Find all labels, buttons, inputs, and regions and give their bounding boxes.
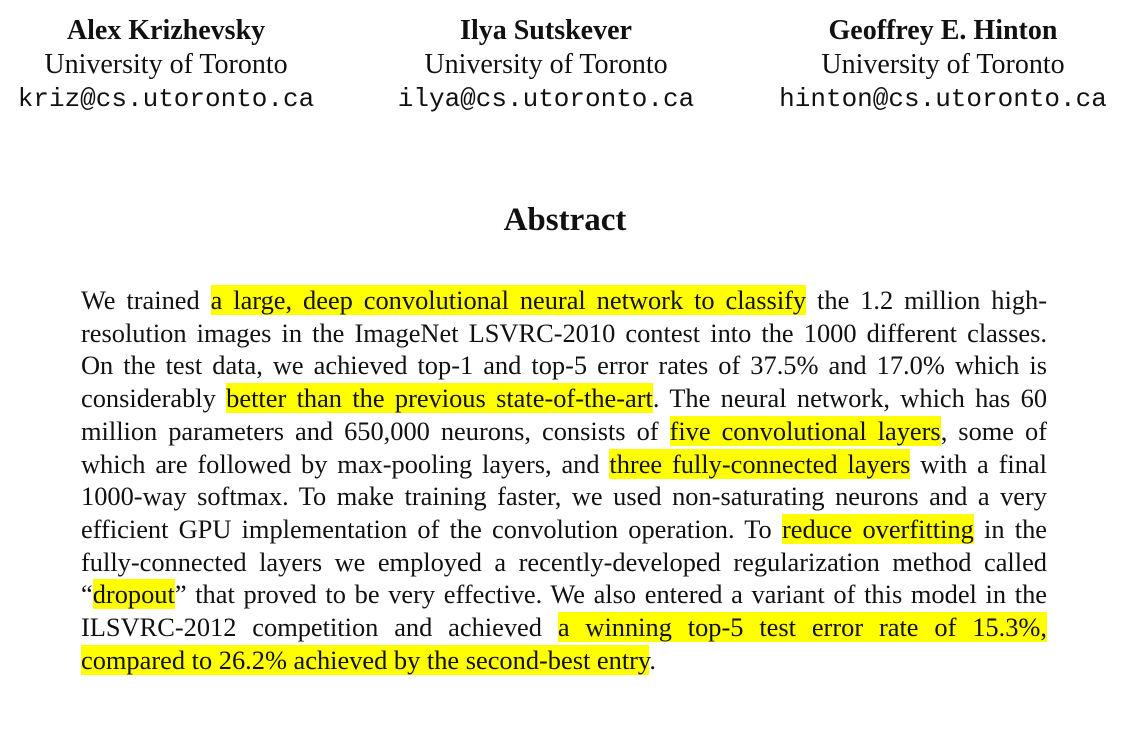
author-email: ilya@cs.utoronto.ca — [397, 84, 695, 114]
author-affiliation: University of Toronto — [821, 49, 1065, 80]
abstract-text-segment: ” that proved to be very effective. We also entered a variant of this model in the ILSVRC-2012 competition and achieved — [81, 579, 1047, 643]
highlighted-text: a winning top-5 test error rate of 15.3%, compared to 26.2% achieved by the second-best entry — [81, 612, 1047, 675]
abstract-body — [81, 284, 1047, 676]
abstract-paragraph — [81, 284, 1047, 676]
abstract-text-segment: in the fully-connected layers we employed a recently-developed regularization method called “ — [81, 513, 1048, 610]
author-affiliation: University of Toronto — [44, 49, 288, 80]
abstract-text-segment: We trained — [81, 285, 211, 315]
abstract-text-segment: . The neural network, which has 60 million parameters and 650,000 neurons, consists of — [81, 383, 1048, 446]
abstract-text-segment: the 1.2 million high-resolution images in the ImageNet LSVRC-2010 contest into the 1000 different classes. On the test data, we achieved top-1 and top-5 error rates of 37.5% and 17.0% which is considerably — [81, 285, 1047, 414]
author-name: Alex Krizhevsky — [66, 15, 266, 46]
author-krizhevsky — [0, 14, 372, 116]
abstract-heading: Abstract — [503, 202, 627, 238]
author-sutskever — [340, 14, 752, 116]
highlighted-text: a large, deep convolutional neural network to classify — [210, 285, 807, 315]
author-name: Geoffrey E. Hinton — [828, 15, 1058, 46]
abstract-text-segment: . — [649, 644, 657, 675]
highlighted-text: dropout — [92, 579, 175, 610]
abstract-text-segment: , some of which are followed by max-pooling layers, and — [81, 415, 1047, 479]
author-email: kriz@cs.utoronto.ca — [17, 84, 315, 114]
highlighted-text: reduce overfitting — [781, 513, 974, 544]
author-hinton — [737, 14, 1130, 116]
highlighted-text: three fully-connected layers — [609, 448, 911, 479]
highlighted-text: better than the previous state-of-the-art — [226, 383, 653, 414]
highlighted-text: five convolutional layers — [669, 415, 941, 446]
abstract-text-segment: with a final 1000-way softmax. To make training faster, we used non-saturating neurons and a very efficient GPU implementation of the convolution operation. To — [81, 448, 1047, 544]
author-affiliation: University of Toronto — [424, 49, 668, 80]
author-email: hinton@cs.utoronto.ca — [779, 84, 1107, 114]
author-block — [0, 14, 1130, 124]
author-name: Ilya Sutskever — [460, 15, 632, 46]
